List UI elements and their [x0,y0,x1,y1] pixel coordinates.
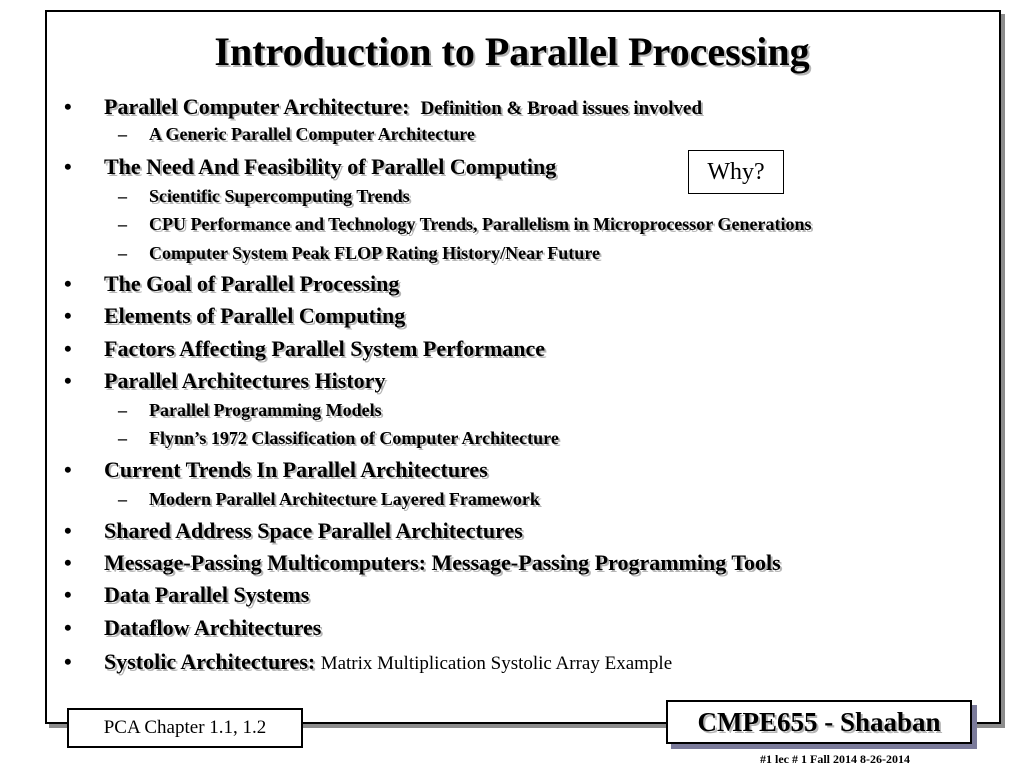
topic-text: Systolic Architectures: [104,649,316,674]
subtopic-text: A Generic Parallel Computer Architecture [149,124,475,144]
subtopic-text: Scientific Supercomputing Trends [149,186,410,206]
lecture-info: #1 lec # 1 Fall 2014 8-26-2014 [760,752,910,766]
bullet-marker: • [64,457,72,482]
subtopic-item [118,186,410,207]
topic-item [64,582,309,608]
dash-marker: – [118,428,127,448]
topic-item [64,615,321,641]
subtopic-text: Flynn’s 1972 Classification of Computer Architecture [149,428,559,448]
subtopic-text: Modern Parallel Architecture Layered Framework [149,489,540,509]
bullet-marker: • [64,615,72,640]
dash-marker: – [118,124,127,144]
bullet-marker: • [64,271,72,296]
topic-text: Parallel Computer Architecture: [104,94,410,119]
bullet-marker: • [64,94,72,119]
subtopic-item [118,243,600,264]
subtopic-item [118,428,559,449]
subtopic-item [118,400,382,421]
subtopic-text: CPU Performance and Technology Trends, Parallelism in Microprocessor Generations [149,214,812,234]
bullet-marker: • [64,336,72,361]
topic-item [64,550,781,576]
topic-text: Factors Affecting Parallel System Performance [104,336,546,361]
topic-text: Message-Passing Multicomputers: Message-Passing Programming Tools [104,550,781,575]
bullet-marker: • [64,518,72,543]
dash-marker: – [118,214,127,234]
topic-text: Data Parallel Systems [104,582,310,607]
chapter-reference: PCA Chapter 1.1, 1.2 [67,708,303,748]
topic-item [64,271,399,297]
topic-item [64,94,702,120]
bullet-marker: • [64,649,72,674]
topic-text: The Goal of Parallel Processing [104,271,400,296]
dash-marker: – [118,186,127,206]
why-callout: Why? [688,150,784,194]
slide-title: Introduction to Parallel Processing [214,29,810,74]
topic-text: Elements of Parallel Computing [104,303,406,328]
subtopic-item [118,489,540,510]
dash-marker: – [118,243,127,263]
topic-item [64,368,385,394]
topic-text: Current Trends In Parallel Architectures [104,457,488,482]
subtopic-text: Computer System Peak FLOP Rating History/Near Future [149,243,600,263]
subtopic-text: Parallel Programming Models [149,400,382,420]
topic-text: Dataflow Architectures [104,615,322,640]
dash-marker: – [118,400,127,420]
subtopic-item [118,124,475,145]
bullet-marker: • [64,303,72,328]
topic-item [64,518,523,544]
bullet-marker: • [64,154,72,179]
topic-text: Shared Address Space Parallel Architectures [104,518,523,543]
topic-item [64,336,545,362]
bullet-marker: • [64,550,72,575]
dash-marker: – [118,489,127,509]
topic-subtext: Definition & Broad issues involved [420,98,703,119]
topic-item [64,457,488,483]
topic-item [64,649,672,675]
bullet-marker: • [64,582,72,607]
bullet-marker: • [64,368,72,393]
topic-text: Parallel Architectures History [104,368,386,393]
topic-item [64,303,405,329]
subtopic-item [118,214,811,235]
topic-text: The Need And Feasibility of Parallel Computing [104,154,557,179]
course-label: CMPE655 - Shaaban [666,700,972,744]
topic-plain-text: Matrix Multiplication Systolic Array Example [320,653,673,674]
topic-item [64,154,556,180]
